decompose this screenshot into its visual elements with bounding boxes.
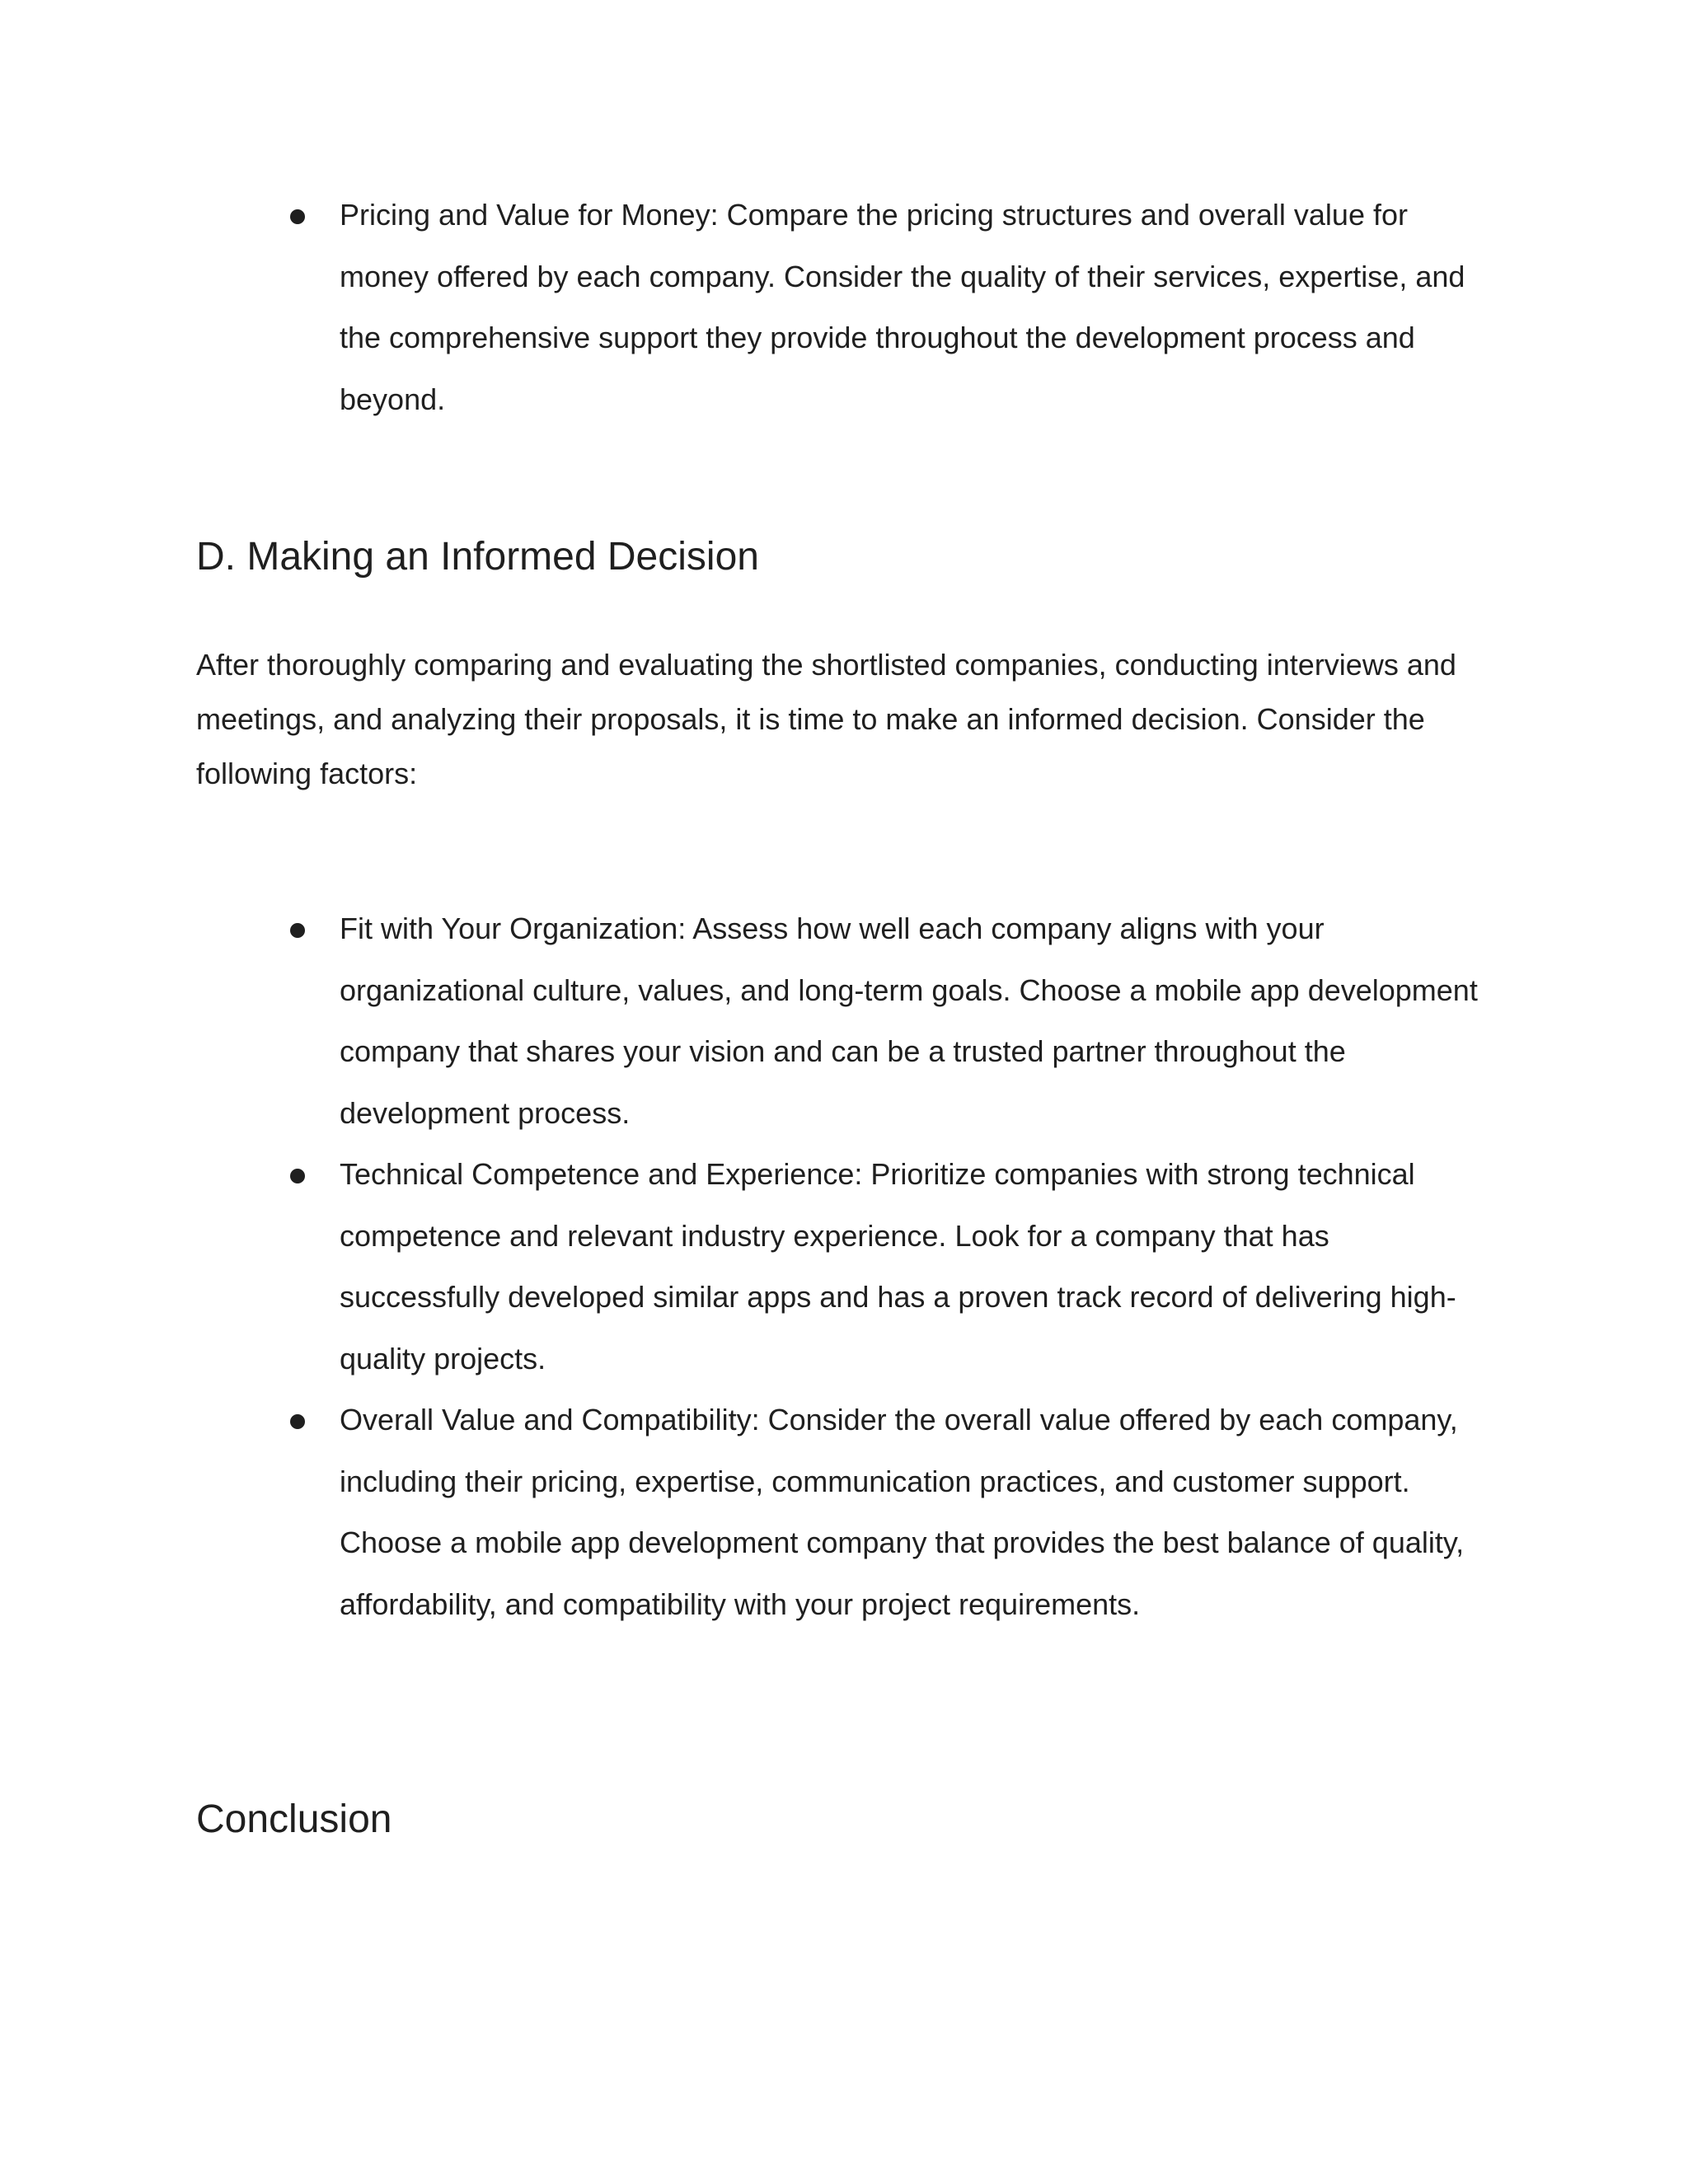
bullet-icon: [290, 209, 305, 224]
section-intro-paragraph: After thoroughly comparing and evaluating the shortlisted companies, conducting interviews and meetings, and analyzing their proposals, it is time to make an informed decision. Consider the following factors:: [196, 648, 1456, 790]
list-item-text: Technical Competence and Experience: Prioritize companies with strong technical competence and relevant industry experience. Look for a company that has successfully developed similar apps and has a proven track record of delivering high-quality projects.: [340, 1157, 1456, 1376]
bullet-list-pricing: [280, 185, 1484, 430]
bullet-list-factors: [280, 898, 1484, 1635]
conclusion-heading: Conclusion: [196, 1797, 392, 1841]
list-item: [280, 185, 1484, 430]
list-item: [280, 1390, 1484, 1635]
section-heading: D. Making an Informed Decision: [196, 535, 759, 579]
list-item: [280, 898, 1484, 1144]
list-item-text: Pricing and Value for Money: Compare the pricing structures and overall value for money offered by each company. Consider the quality of their services, expertise, and the comprehensive support they provide throughout the development process and beyond.: [340, 198, 1465, 416]
bullet-icon: [290, 1169, 305, 1183]
list-item-text: Overall Value and Compatibility: Consider the overall value offered by each company, including their pricing, expertise, communication practices, and customer support. Choose a mobile app development company that provides the best balance of quality, affordability, and compatibility with your project requirements.: [340, 1403, 1465, 1621]
bullet-icon: [290, 923, 305, 938]
list-item-text: Fit with Your Organization: Assess how well each company aligns with your organizational culture, values, and long-term goals. Choose a mobile app development company that shares your vision and can be a trusted partner throughout the development process.: [340, 912, 1478, 1130]
bullet-icon: [290, 1414, 305, 1429]
list-item: [280, 1144, 1484, 1390]
